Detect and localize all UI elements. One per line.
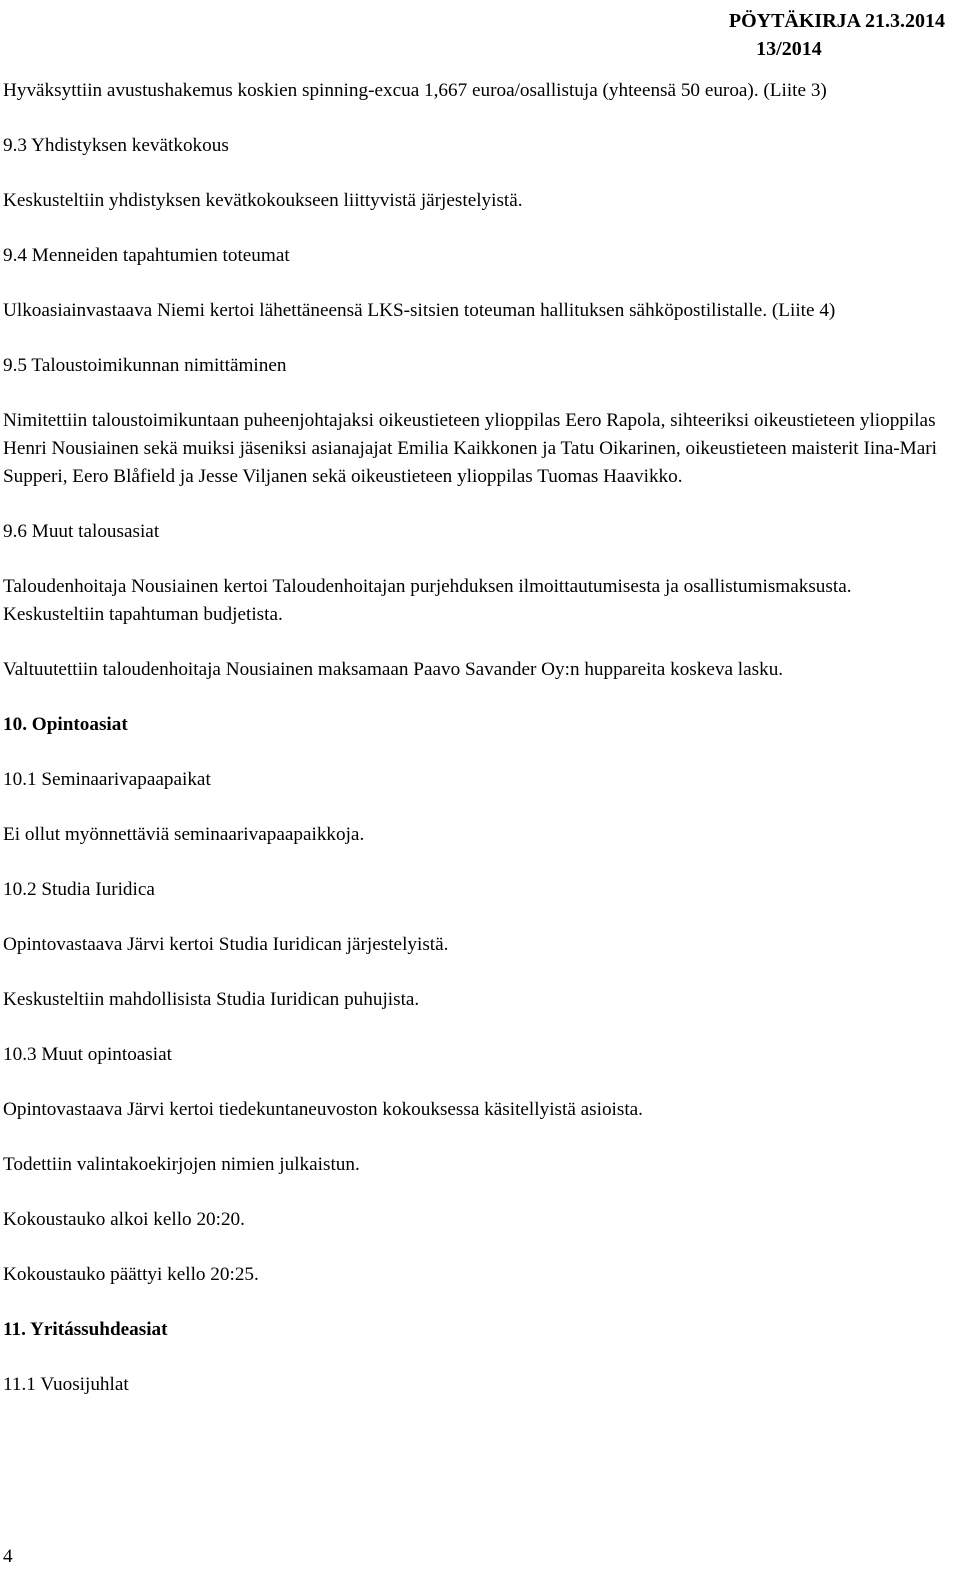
paragraph-past-events: Ulkoasiainvastaava Niemi kertoi lähettäneensä LKS-sitsien toteuman hallituksen sähköpostilistalle. (Liite 4) (3, 300, 836, 321)
paragraph-studia-arrangements: Opintovastaava Järvi kertoi Studia Iuridican järjestelyistä. (3, 934, 449, 955)
paragraph-break-start: Kokoustauko alkoi kello 20:20. (3, 1209, 245, 1230)
section-heading-9-5: 9.5 Taloustoimikunnan nimittäminen (3, 355, 287, 376)
paragraph-hoodie-invoice: Valtuutettiin taloudenhoitaja Nousiainen maksamaan Paavo Savander Oy:n huppareita koskeva lasku. (3, 659, 784, 680)
section-heading-10-2: 10.2 Studia Iuridica (3, 879, 155, 900)
paragraph-spring-meeting: Keskusteltiin yhdistyksen kevätkokoukseen liittyvistä järjestelyistä. (3, 190, 523, 211)
document-number: 13/2014 (756, 38, 822, 60)
document-body (3, 77, 948, 1426)
section-heading-9-4: 9.4 Menneiden tapahtumien toteumat (3, 245, 290, 266)
paragraph-break-end: Kokoustauko päättyi kello 20:25. (3, 1264, 259, 1285)
paragraph-seminar-places: Ei ollut myönnettäviä seminaarivapaapaikkoja. (3, 824, 365, 845)
paragraph-studia-speakers: Keskusteltiin mahdollisista Studia Iuridican puhujista. (3, 989, 420, 1010)
section-heading-9-3: 9.3 Yhdistyksen kevätkokous (3, 135, 229, 156)
paragraph-approval: Hyväksyttiin avustushakemus koskien spinning-excua 1,667 euroa/osallistuja (yhteensä 50 euroa). (Liite 3) (3, 80, 827, 101)
paragraph-treasurer-sailing: Taloudenhoitaja Nousiainen kertoi Taloudenhoitajan purjehduksen ilmoittautumisesta ja osallistumismaksusta. Keskusteltiin tapahtuman budjetista. (3, 576, 852, 625)
section-heading-11-1: 11.1 Vuosijuhlat (3, 1374, 129, 1395)
section-heading-10-3: 10.3 Muut opintoasiat (3, 1044, 172, 1065)
paragraph-entrance-books: Todettiin valintakoekirjojen nimien julkaistun. (3, 1154, 360, 1175)
page-number: 4 (3, 1546, 13, 1567)
section-heading-9-6: 9.6 Muut talousasiat (3, 521, 160, 542)
document-header (729, 7, 945, 63)
section-heading-11: 11. Yritássuhdeasiat (3, 1319, 168, 1340)
paragraph-faculty-council: Opintovastaava Järvi kertoi tiedekuntaneuvoston kokouksessa käsitellyistä asioista. (3, 1099, 643, 1120)
paragraph-finance-committee: Nimitettiin taloustoimikuntaan puheenjohtajaksi oikeustieteen ylioppilas Eero Rapola, sihteeriksi oikeustieteen ylioppilas Henri Nousiainen sekä muiksi jäseniksi asianajajat Emilia Kaikkonen ja Tatu Oikarinen, oikeustieteen maisterit Iina-Mari Supperi, Eero Blåfield ja Jesse Viljanen sekä oikeustieteen ylioppilas Tuomas Haavikko. (3, 410, 937, 487)
document-title: PÖYTÄKIRJA 21.3.2014 (728, 10, 945, 32)
section-heading-10: 10. Opintoasiat (3, 714, 128, 735)
section-heading-10-1: 10.1 Seminaarivapaapaikat (3, 769, 211, 790)
